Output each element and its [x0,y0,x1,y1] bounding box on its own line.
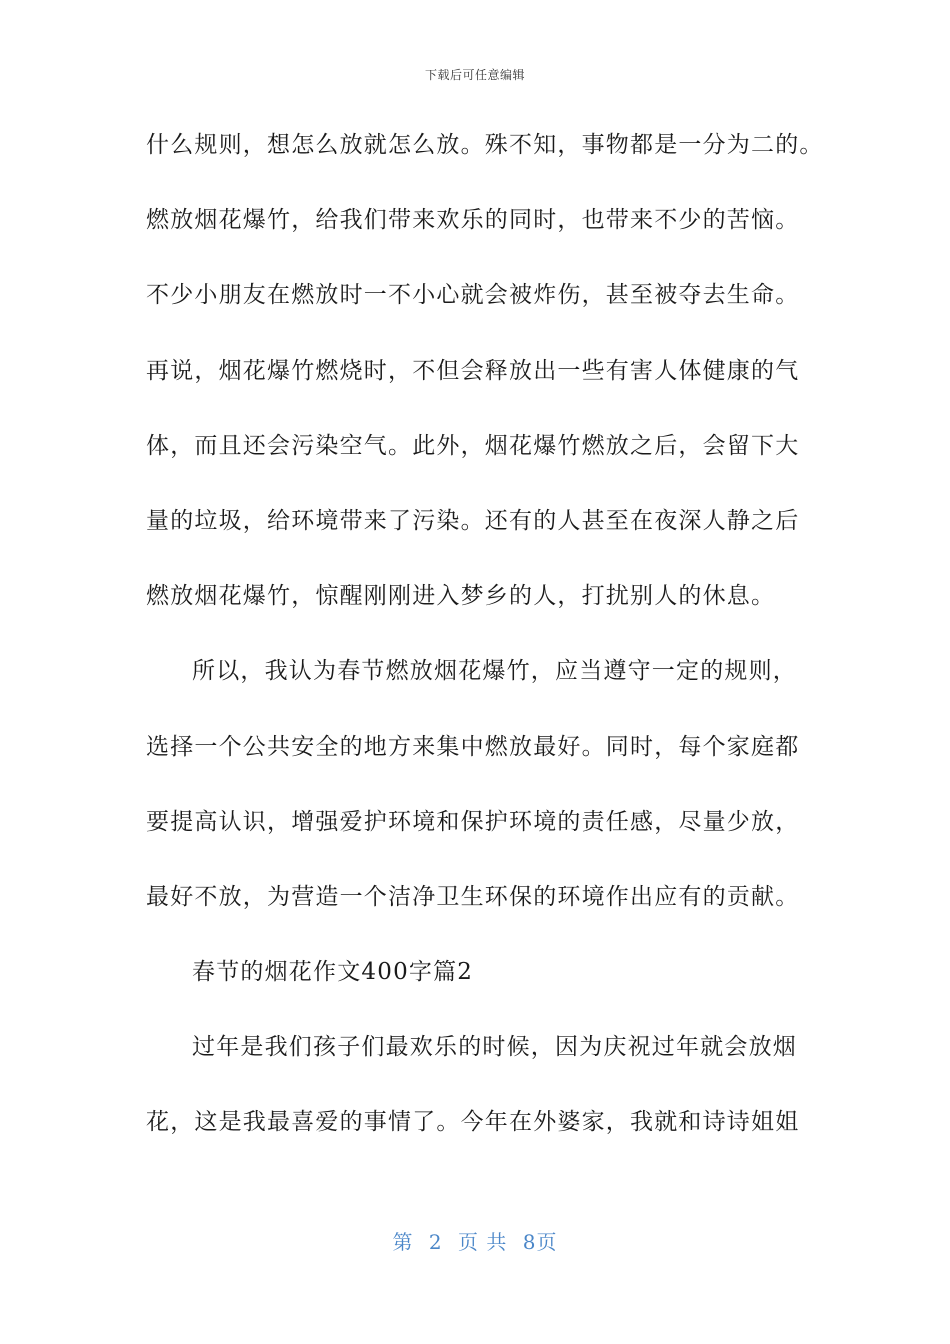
current-page-number: 2 [428,1230,443,1254]
text-line: 体，而且还会污染空气。此外，烟花爆竹燃放之后，会留下大 [146,432,800,459]
text-line: 不少小朋友在燃放时一不小心就会被炸伤，甚至被夺去生命。 [146,282,800,309]
total-pages: 8页 [522,1230,558,1254]
text-line: 燃放烟花爆竹，给我们带来欢乐的同时，也带来不少的苦恼。 [146,207,800,234]
text-line: 花，这是我最喜爱的事情了。今年在外婆家，我就和诗诗姐姐 [146,1109,800,1136]
section-heading: 春节的烟花作文400字篇2 [192,959,474,986]
text-line: 燃放烟花爆竹，惊醒刚刚进入梦乡的人，打扰别人的休息。 [146,583,776,610]
text-line: 什么规则，想怎么放就怎么放。殊不知，事物都是一分为二的。 [146,132,824,158]
text-line: 再说，烟花爆竹燃烧时，不但会释放出一些有害人体健康的气 [146,357,800,384]
page-header: 下载后可任意编辑 [424,68,525,82]
paragraph-start-line: 过年是我们孩子们最欢乐的时候，因为庆祝过年就会放烟 [192,1034,797,1061]
text-line: 量的垃圾，给环境带来了污染。还有的人甚至在夜深人静之后 [146,507,800,534]
footer-prefix: 第 [392,1230,414,1254]
page-footer [0,1226,950,1255]
body-text [146,118,826,1171]
text-line: 要提高认识，增强爱护环境和保护环境的责任感，尽量少放， [146,808,800,835]
text-line: 选择一个公共安全的地方来集中燃放最好。同时，每个家庭都 [146,733,800,760]
footer-middle: 页 共 [458,1230,508,1254]
text-line: 最好不放，为营造一个洁净卫生环保的环境作出应有的贡献。 [146,883,800,910]
paragraph-start-line: 所以，我认为春节燃放烟花爆竹，应当遵守一定的规则， [192,658,797,685]
